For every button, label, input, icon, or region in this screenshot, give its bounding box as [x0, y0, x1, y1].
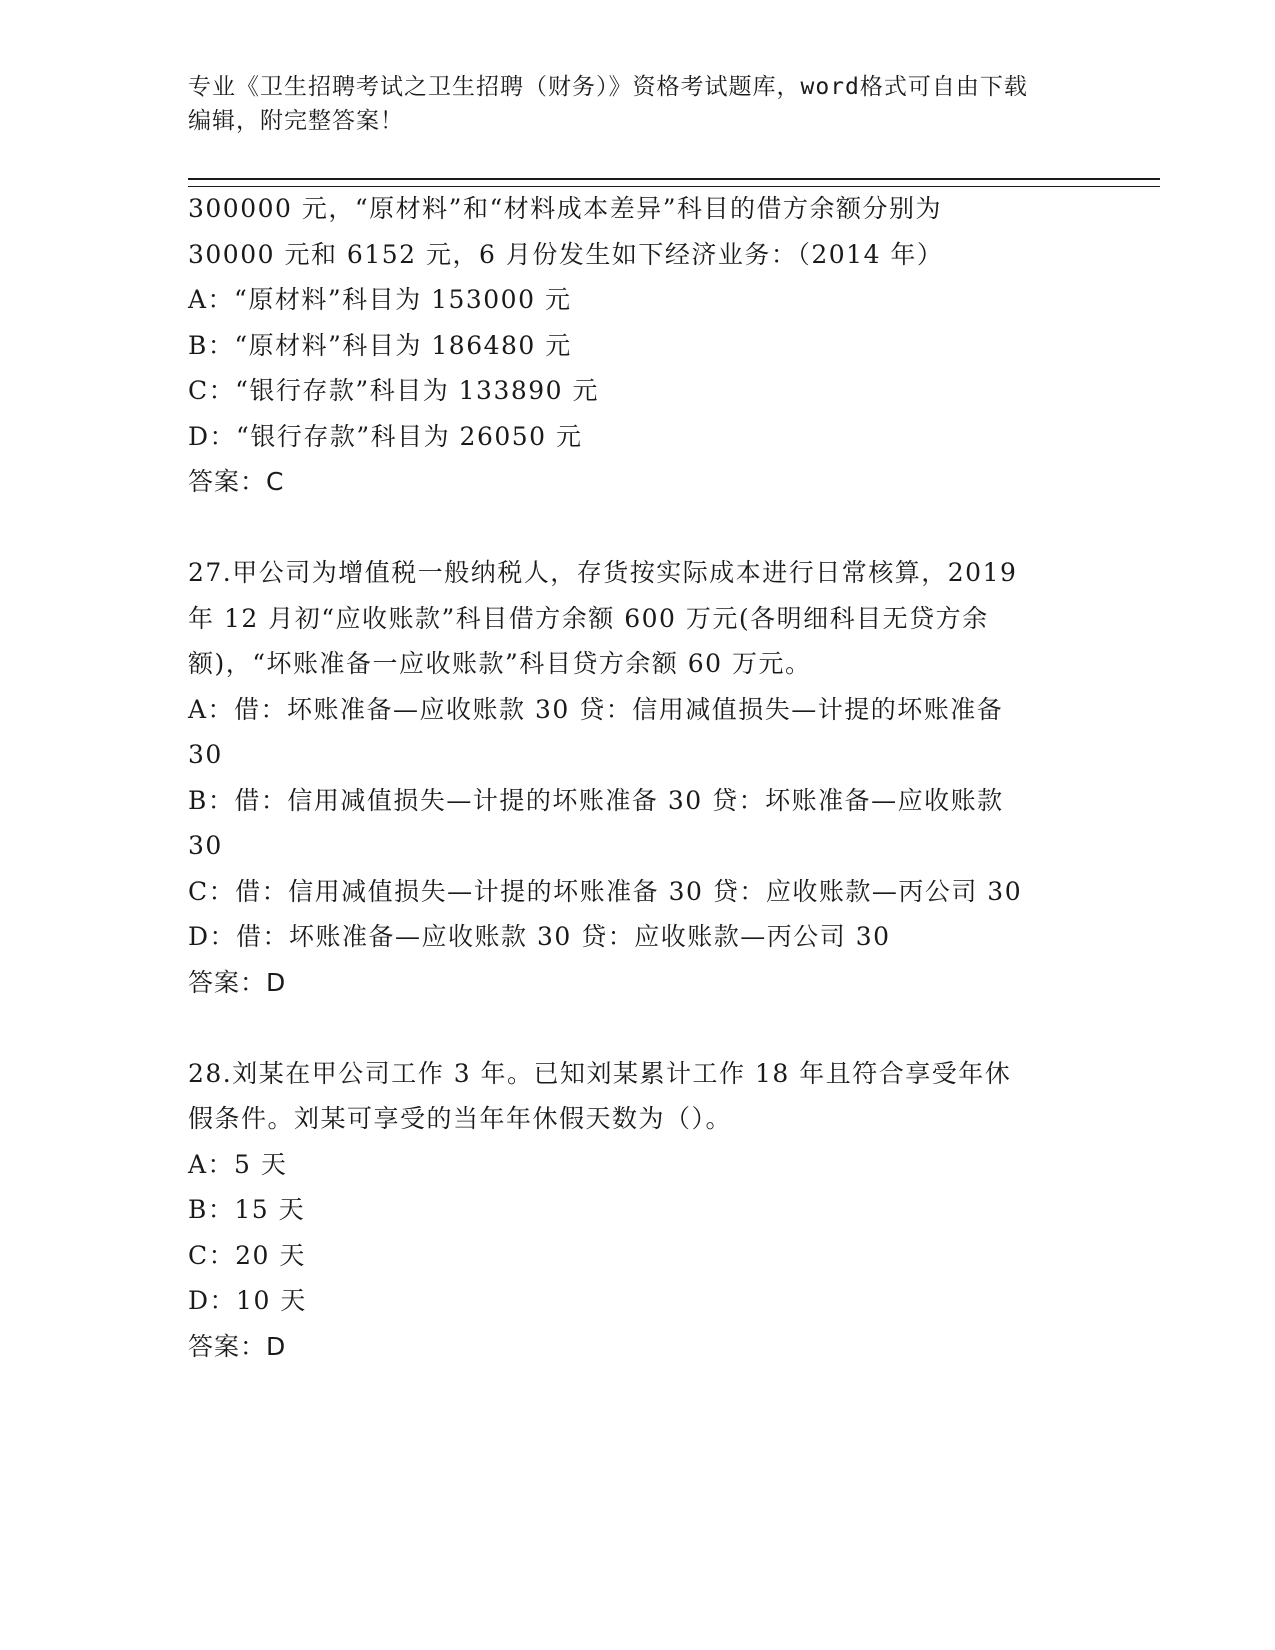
option-b-continued: 30 — [188, 831, 223, 860]
option-c: C：20 天 — [188, 1240, 306, 1270]
option-d: D：“银行存款”科目为 26050 元 — [188, 421, 583, 451]
option-c: C：“银行存款”科目为 133890 元 — [188, 376, 600, 405]
question-stem-line: 27.甲公司为增值税一般纳税人，存货按实际成本进行日常核算，2019 — [188, 558, 1018, 587]
option-b: B：“原材料”科目为 186480 元 — [188, 330, 572, 360]
option-a: A：借：坏账准备—应收账款 30 贷：信用减值损失—计提的坏账准备 — [188, 694, 1004, 724]
option-c: C：借：信用减值损失—计提的坏账准备 30 贷：应收账款—丙公司 30 — [188, 876, 1023, 906]
option-b: B：15 天 — [188, 1195, 306, 1224]
answer-label: 答案：D — [188, 1331, 287, 1361]
answer-label: 答案：D — [188, 967, 287, 997]
option-d: D：借：坏账准备—应收账款 30 贷：应收账款—丙公司 30 — [188, 922, 891, 951]
question-stem-line: 假条件。刘某可享受的当年年休假天数为（）。 — [188, 1104, 733, 1133]
question-stem-line: 年 12 月初“应收账款”科目借方余额 600 万元(各明细科目无贷方余 — [188, 603, 989, 633]
spacer — [188, 505, 1088, 551]
header-line-1: 专业《卫生招聘考试之卫生招聘（财务）》资格考试题库，word格式可自由下载 — [188, 74, 1028, 100]
answer-label: 答案：C — [188, 467, 285, 496]
question-27 — [188, 550, 1088, 1005]
header-line-2: 编辑，附完整答案！ — [188, 108, 404, 134]
option-a: A：“原材料”科目为 153000 元 — [188, 285, 572, 314]
page-header — [188, 70, 1088, 138]
option-d: D：10 天 — [188, 1286, 307, 1315]
question-stem-line: 28.刘某在甲公司工作 3 年。已知刘某累计工作 18 年且符合享受年休 — [188, 1058, 1012, 1088]
question-stem-line: 额)，“坏账准备一应收账款”科目贷方余额 60 万元。 — [188, 649, 812, 678]
question-stem-line: 300000 元，“原材料”和“材料成本差异”科目的借方余额分别为 — [188, 194, 943, 223]
spacer — [188, 1005, 1088, 1051]
option-a: A：5 天 — [188, 1149, 288, 1179]
option-a-continued: 30 — [188, 740, 223, 769]
question-26 — [188, 186, 1088, 505]
question-28 — [188, 1051, 1088, 1370]
option-b: B：借：信用减值损失—计提的坏账准备 30 贷：坏账准备—应收账款 — [188, 785, 1004, 815]
question-stem-line: 30000 元和 6152 元，6 月份发生如下经济业务：（2014 年） — [188, 239, 944, 269]
question-list — [188, 186, 1088, 1369]
